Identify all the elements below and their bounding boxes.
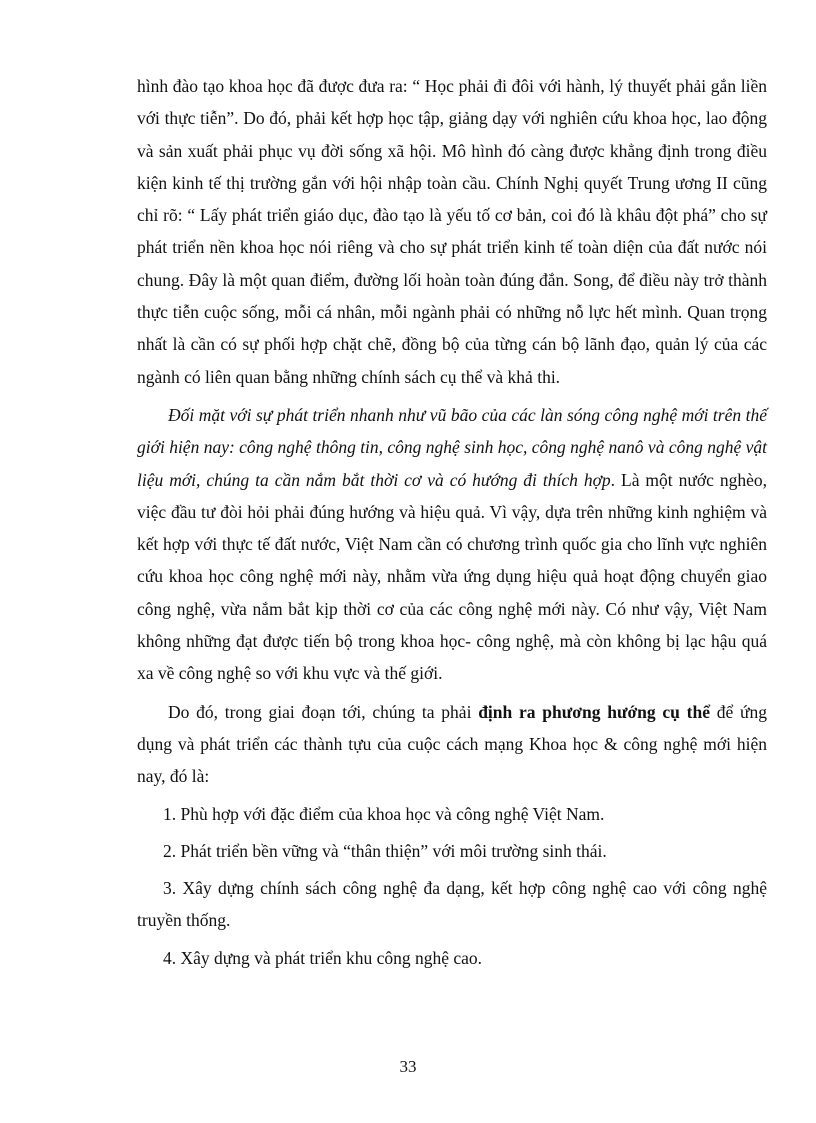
document-body xyxy=(137,70,767,974)
paragraph-technology-wave xyxy=(137,399,767,690)
page-number: 33 xyxy=(399,1057,417,1076)
italic-emphasis: Đối mặt với sự phát triển nhanh như vũ bão của các làn sóng công nghệ mới trên thế giới hiện nay: công nghệ thông tin, công nghệ sinh học, công nghệ nanô và công nghệ vật liệu mới, chúng ta cần nắm bắt thời cơ và có hướng đi thích hợp xyxy=(137,404,767,490)
paragraph-direction xyxy=(137,696,767,793)
paragraph-tail: để ứng dụng và phát triển các thành tựu của cuộc cách mạng Khoa học & công nghệ mới hiện nay, đó là: xyxy=(137,701,767,787)
paragraph-lead: Do đó, trong giai đoạn tới, chúng ta phải xyxy=(168,701,479,722)
list-item: 1. Phù hợp với đặc điểm của khoa học và công nghệ Việt Nam. xyxy=(163,803,605,824)
list-item: 4. Xây dựng và phát triển khu công nghệ cao. xyxy=(163,947,483,968)
paragraph-continuation: . Là một nước nghèo, việc đầu tư đòi hỏi phải đúng hướng và hiệu quả. Vì vậy, dựa trên những kinh nghiệm và kết hợp với thực tế đất nước, Việt Nam cần có chương trình quốc gia cho lĩnh vực nghiên cứu khoa học công nghệ mới này, nhằm vừa ứng dụng hiệu quả hoạt động chuyển giao công nghệ, vừa nắm bắt kịp thời cơ của các công nghệ mới này. Có như vậy, Việt Nam không những đạt được tiến bộ trong khoa học- công nghệ, mà còn không bị lạc hậu quá xa về công nghệ so với khu vực và thế giới. xyxy=(137,469,767,684)
list-item: 3. Xây dựng chính sách công nghệ đa dạng, kết hợp công nghệ cao với công nghệ truyền thống. xyxy=(137,878,767,931)
paragraph-training-model: hình đào tạo khoa học đã được đưa ra: “ Học phải đi đôi với hành, lý thuyết phải gắn liền với thực tiễn”. Do đó, phải kết hợp học tập, giảng dạy với nghiên cứu khoa học, lao động và sản xuất phải phục vụ đời sống xã hội. Mô hình đó càng được khẳng định trong điều kiện kinh tế thị trường gắn với hội nhập toàn cầu. Chính Nghị quyết Trung ương II cũng chỉ rõ: “ Lấy phát triển giáo dục, đào tạo là yếu tố cơ bản, coi đó là khâu đột phá” cho sự phát triển nền khoa học nói riêng và cho sự phát triển kinh tế toàn diện của đất nước nói chung. Đây là một quan điểm, đường lối hoàn toàn đúng đắn. Song, để điều này trở thành thực tiễn cuộc sống, mỗi cá nhân, mỗi ngành phải có những nỗ lực hết mình. Quan trọng nhất là cần có sự phối hợp chặt chẽ, đồng bộ của từng cán bộ lãnh đạo, quản lý của các ngành có liên quan bằng những chính sách cụ thể và khả thi. xyxy=(137,76,767,387)
list-item: 2. Phát triển bền vững và “thân thiện” với môi trường sinh thái. xyxy=(163,840,607,861)
bold-emphasis: định ra phương hướng cụ thể xyxy=(478,701,710,722)
